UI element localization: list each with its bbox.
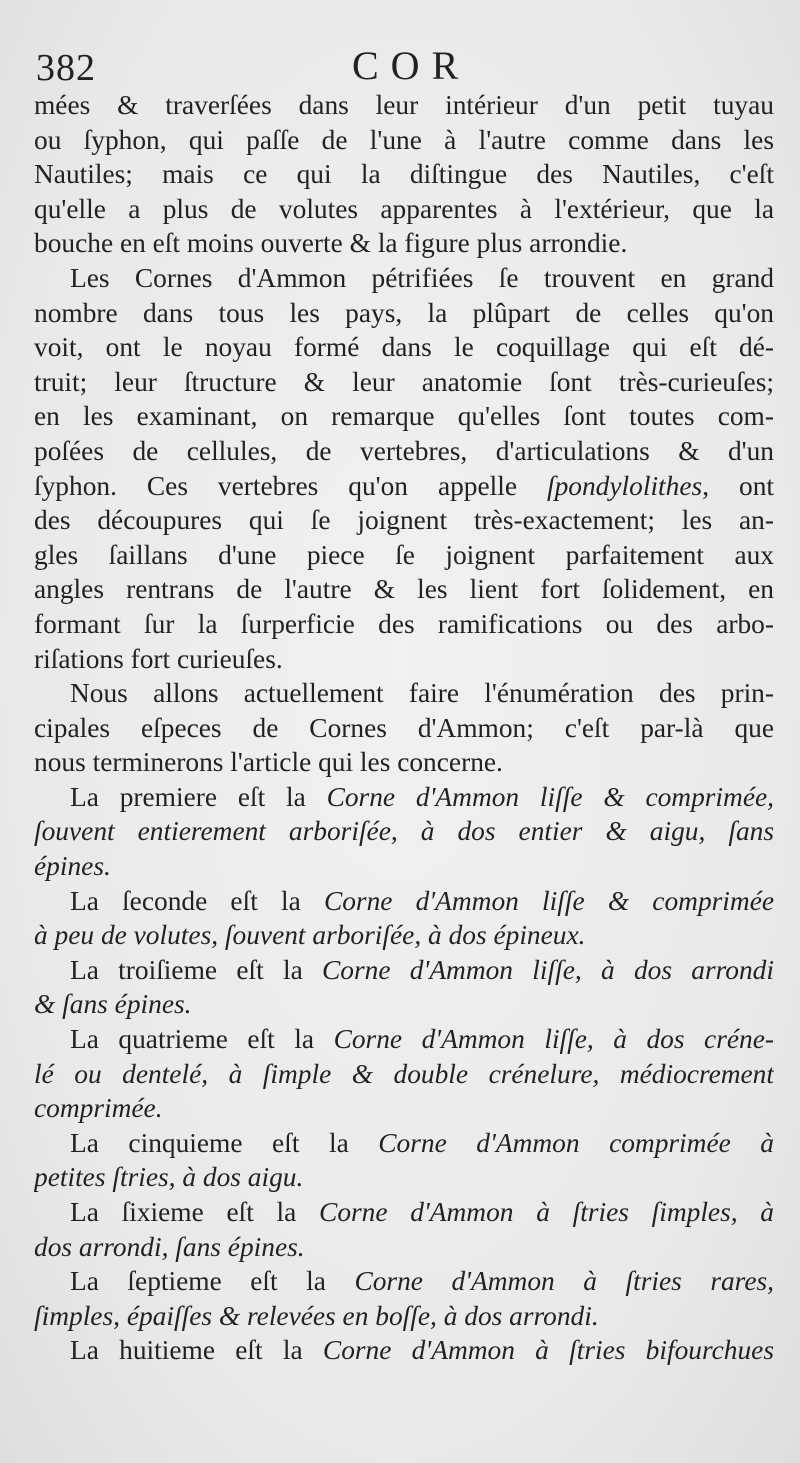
line-text: ou ſyphon, qui paſſe de l'une à l'autre comme dans les — [34, 124, 774, 155]
line-text: Nautiles; mais ce qui la diſtingue des Nautiles, c'eſt — [34, 159, 774, 190]
line-italic-text: Corne d'Ammon liſſe & comprimée, — [326, 781, 774, 812]
text-line — [34, 780, 774, 815]
line-text: La cinquieme eſt la — [70, 1127, 379, 1158]
line-italic-text: comprimée. — [34, 1093, 163, 1124]
line-italic-text: ſpondylolithes — [546, 470, 703, 501]
line-text: formant ſur la ſurperficie des ramifications ou des arbo- — [34, 608, 774, 639]
line-italic-text: ſimples, épaiſſes & relevées en boſſe, à dos arrondi. — [34, 1300, 599, 1331]
line-italic-text: dos arrondi, ſans épines. — [34, 1231, 305, 1262]
text-line — [34, 226, 774, 261]
line-text: voit, ont le noyau formé dans le coquillage qui eſt dé- — [34, 332, 774, 363]
line-text: La huitieme eſt la — [70, 1335, 323, 1366]
text-line — [34, 330, 774, 365]
text-line — [34, 1160, 774, 1195]
text-line — [34, 503, 774, 538]
line-text: bouche en eſt moins ouverte & la figure plus arrondie. — [34, 228, 628, 259]
line-text: La troiſieme eſt la — [70, 954, 323, 985]
line-text: en les examinant, on remarque qu'elles ſont toutes com- — [34, 401, 774, 432]
text-line — [34, 365, 774, 400]
text-line — [34, 918, 774, 953]
text-line — [34, 572, 774, 607]
text-line — [34, 469, 774, 504]
text-line — [34, 884, 774, 919]
line-italic-text: Corne d'Ammon liſſe & comprimée — [323, 885, 774, 916]
text-line — [34, 1022, 774, 1057]
line-text: gles ſaillans d'une piece ſe joignent parfaitement aux — [34, 539, 774, 570]
running-head: COR — [352, 43, 471, 88]
text-line — [34, 192, 774, 227]
line-italic-text: Corne d'Ammon liſſe, à dos arrondi — [322, 954, 774, 985]
line-text: , ont — [702, 470, 774, 501]
text-line — [34, 676, 774, 711]
line-italic-text: petites ſtries, à dos aigu. — [34, 1162, 304, 1193]
line-text: Les Cornes d'Ammon pétrifiées ſe trouvent en grand — [70, 262, 774, 293]
text-line — [34, 399, 774, 434]
text-line — [34, 953, 774, 988]
text-line — [34, 607, 774, 642]
text-line — [34, 157, 774, 192]
line-italic-text: ſouvent entierement arboriſée, à dos entier & aigu, ſans — [34, 816, 774, 847]
line-text: truit; leur ſtructure & leur anatomie ſont très-curieuſes; — [34, 366, 774, 397]
text-line — [34, 1057, 774, 1092]
line-text: La premiere eſt la — [70, 781, 327, 812]
line-text: La ſixieme eſt la — [70, 1197, 320, 1227]
line-text: mées & traverſées dans leur intérieur d'un petit tuyau — [34, 90, 774, 120]
page-number: 382 — [36, 47, 96, 89]
line-italic-text: Corne d'Ammon à ſtries bifourchues — [322, 1335, 774, 1366]
text-line — [34, 814, 774, 849]
line-italic-text: Corne d'Ammon comprimée à — [378, 1127, 774, 1158]
line-text: nombre dans tous les pays, la plûpart de celles qu'on — [34, 297, 774, 328]
line-text: ſyphon. Ces vertebres qu'on appelle — [34, 470, 547, 501]
text-line — [34, 1230, 774, 1265]
text-line — [34, 88, 774, 123]
text-line — [34, 1091, 774, 1126]
line-text: angles rentrans de l'autre & les lient fort ſolidement, en — [34, 574, 774, 605]
line-text: des découpures qui ſe joignent très-exactement; les an- — [34, 505, 774, 536]
text-line — [34, 538, 774, 573]
line-italic-text: Corne d'Ammon à ſtries ſimples, à — [319, 1197, 774, 1227]
text-line — [34, 1195, 774, 1230]
text-line — [34, 745, 774, 780]
text-line — [34, 642, 774, 677]
line-text: Nous allons actuellement faire l'énumération des prin- — [70, 678, 774, 709]
text-line — [34, 296, 774, 331]
line-text: cipales eſpeces de Cornes d'Ammon; c'eſt par-là que — [34, 712, 774, 743]
text-line — [34, 1333, 774, 1368]
line-italic-text: épines. — [34, 851, 111, 882]
line-text: La ſeconde eſt la — [70, 885, 324, 916]
line-text: La quatrieme eſt la — [70, 1024, 334, 1055]
text-line — [34, 434, 774, 469]
line-text: La ſeptieme eſt la — [70, 1266, 355, 1297]
line-text: qu'elle a plus de volutes apparentes à l'extérieur, que la — [34, 193, 774, 224]
line-text: poſées de cellules, de vertebres, d'articulations & d'un — [34, 435, 774, 466]
text-line — [34, 987, 774, 1022]
text-line — [34, 1264, 774, 1299]
line-italic-text: Corne d'Ammon liſſe, à dos créne- — [333, 1024, 774, 1055]
body-text — [34, 88, 774, 1368]
line-text: riſations fort curieuſes. — [34, 643, 283, 674]
text-line — [34, 849, 774, 884]
line-italic-text: à peu de volutes, ſouvent arboriſée, à dos épineux. — [34, 920, 586, 951]
page-header — [0, 40, 800, 90]
line-italic-text: Corne d'Ammon à ſtries rares, — [354, 1266, 774, 1297]
line-italic-text: lé ou dentelé, à ſimple & double crénelure, médiocrement — [34, 1058, 774, 1089]
line-italic-text: & ſans épines. — [34, 989, 192, 1020]
text-line — [34, 123, 774, 158]
text-line — [34, 261, 774, 296]
text-line — [34, 711, 774, 746]
text-line — [34, 1126, 774, 1161]
text-line — [34, 1299, 774, 1334]
line-text: nous terminerons l'article qui les concerne. — [34, 747, 503, 778]
